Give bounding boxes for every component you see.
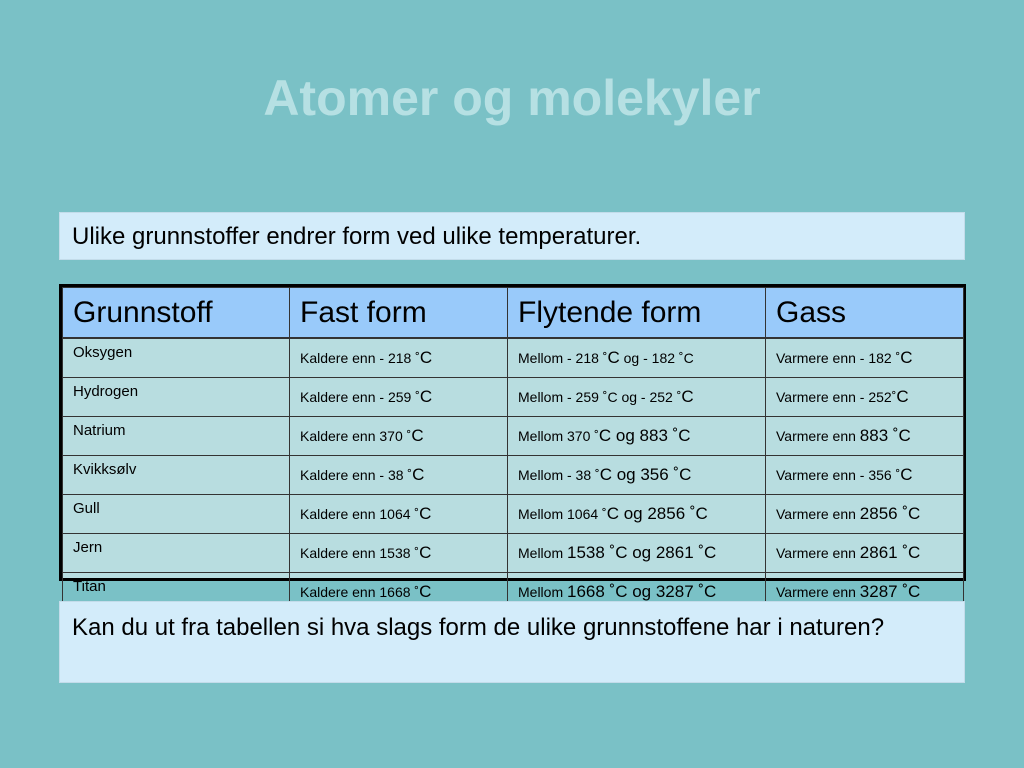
solid-temperature-text: C: [419, 504, 432, 523]
solid-temperature-cell: [290, 534, 508, 573]
element-name-cell: Hydrogen: [63, 378, 290, 417]
solid-temperature-cell: [290, 495, 508, 534]
table-row: [63, 495, 964, 534]
element-name-cell: Titan: [63, 573, 290, 612]
solid-temperature-text: Kaldere enn 1668 ˚: [300, 584, 420, 600]
liquid-temperature-cell: [508, 534, 766, 573]
gas-temperature-text: Varmere enn: [776, 584, 860, 600]
solid-temperature-text: C: [411, 426, 424, 445]
solid-temperature-text: Kaldere enn 1538 ˚: [300, 545, 420, 561]
elements-table: [62, 287, 964, 612]
gas-temperature-cell: [766, 495, 964, 534]
solid-temperature-text: Kaldere enn - 218 ˚: [300, 350, 420, 366]
solid-temperature-text: Kaldere enn 370 ˚: [300, 428, 412, 444]
gas-temperature-text: Varmere enn - 252˚: [776, 389, 897, 405]
gas-temperature-text: Varmere enn: [776, 428, 860, 444]
gas-temperature-text: 2856 ˚C: [859, 504, 921, 523]
liquid-temperature-text: C og 356 ˚C: [599, 465, 692, 484]
liquid-temperature-text: C: [681, 387, 694, 406]
question-textbox: Kan du ut fra tabellen si hva slags form de ulike grunnstoffene har i naturen?: [59, 601, 965, 683]
gas-temperature-text: C: [900, 348, 913, 367]
gas-temperature-cell: [766, 378, 964, 417]
liquid-temperature-cell: [508, 338, 766, 378]
table-row: [63, 338, 964, 378]
slide-title: Atomer og molekyler: [263, 70, 761, 126]
solid-temperature-cell: [290, 338, 508, 378]
liquid-temperature-text: Mellom: [518, 584, 568, 600]
header-solid: Fast form: [290, 288, 508, 339]
liquid-temperature-text: Mellom 1064 ˚: [518, 506, 607, 522]
liquid-temperature-text: Mellom: [518, 545, 568, 561]
gas-temperature-cell: [766, 534, 964, 573]
solid-temperature-text: C: [419, 348, 433, 367]
solid-temperature-text: Kaldere enn - 259 ˚: [300, 389, 420, 405]
elements-table-container: [59, 284, 966, 601]
liquid-temperature-cell: [508, 456, 766, 495]
solid-temperature-text: C: [419, 543, 432, 562]
liquid-temperature-text: C: [607, 348, 620, 367]
intro-textbox: Ulike grunnstoffer endrer form ved ulike temperaturer.: [59, 212, 965, 260]
gas-temperature-text: 2861 ˚C: [859, 543, 921, 562]
liquid-temperature-text: Mellom - 38 ˚: [518, 467, 600, 483]
gas-temperature-cell: [766, 338, 964, 378]
liquid-temperature-cell: [508, 378, 766, 417]
gas-temperature-text: Varmere enn - 356 ˚: [776, 467, 901, 483]
header-gas: Gass: [766, 288, 964, 339]
liquid-temperature-text: C og 883 ˚C: [598, 426, 691, 445]
table-row: [63, 456, 964, 495]
gas-temperature-text: 883 ˚C: [859, 426, 911, 445]
liquid-temperature-text: 1668 ˚C og 3287 ˚C: [567, 582, 717, 601]
solid-temperature-cell: [290, 456, 508, 495]
table-row: [63, 534, 964, 573]
gas-temperature-text: Varmere enn: [776, 506, 860, 522]
solid-temperature-text: C: [412, 465, 425, 484]
table-row: [63, 417, 964, 456]
element-name-cell: Jern: [63, 534, 290, 573]
liquid-temperature-text: 1538 ˚C og 2861 ˚C: [567, 543, 717, 562]
gas-temperature-text: C: [900, 465, 913, 484]
header-liquid: Flytende form: [508, 288, 766, 339]
gas-temperature-text: C: [896, 387, 909, 406]
liquid-temperature-text: Mellom - 218 ˚: [518, 350, 608, 366]
liquid-temperature-text: C og 2856 ˚C: [606, 504, 708, 523]
solid-temperature-text: C: [419, 387, 433, 406]
gas-temperature-text: 3287 ˚C: [859, 582, 921, 601]
solid-temperature-text: Kaldere enn 1064 ˚: [300, 506, 420, 522]
liquid-temperature-text: Mellom - 259 ˚C og - 252 ˚: [518, 389, 682, 405]
liquid-temperature-text: Mellom 370 ˚: [518, 428, 599, 444]
solid-temperature-cell: [290, 378, 508, 417]
liquid-temperature-text: og - 182 ˚C: [619, 350, 694, 366]
gas-temperature-cell: [766, 456, 964, 495]
table-header-row: [63, 288, 964, 339]
gas-temperature-text: Varmere enn - 182 ˚: [776, 350, 901, 366]
gas-temperature-text: Varmere enn: [776, 545, 860, 561]
solid-temperature-cell: [290, 417, 508, 456]
liquid-temperature-cell: [508, 417, 766, 456]
solid-temperature-text: C: [419, 582, 432, 601]
element-name-cell: Gull: [63, 495, 290, 534]
liquid-temperature-cell: [508, 495, 766, 534]
header-element: Grunnstoff: [63, 288, 290, 339]
gas-temperature-cell: [766, 417, 964, 456]
solid-temperature-text: Kaldere enn - 38 ˚: [300, 467, 413, 483]
element-name-cell: Natrium: [63, 417, 290, 456]
table-row: [63, 378, 964, 417]
element-name-cell: Kvikksølv: [63, 456, 290, 495]
element-name-cell: Oksygen: [63, 338, 290, 378]
